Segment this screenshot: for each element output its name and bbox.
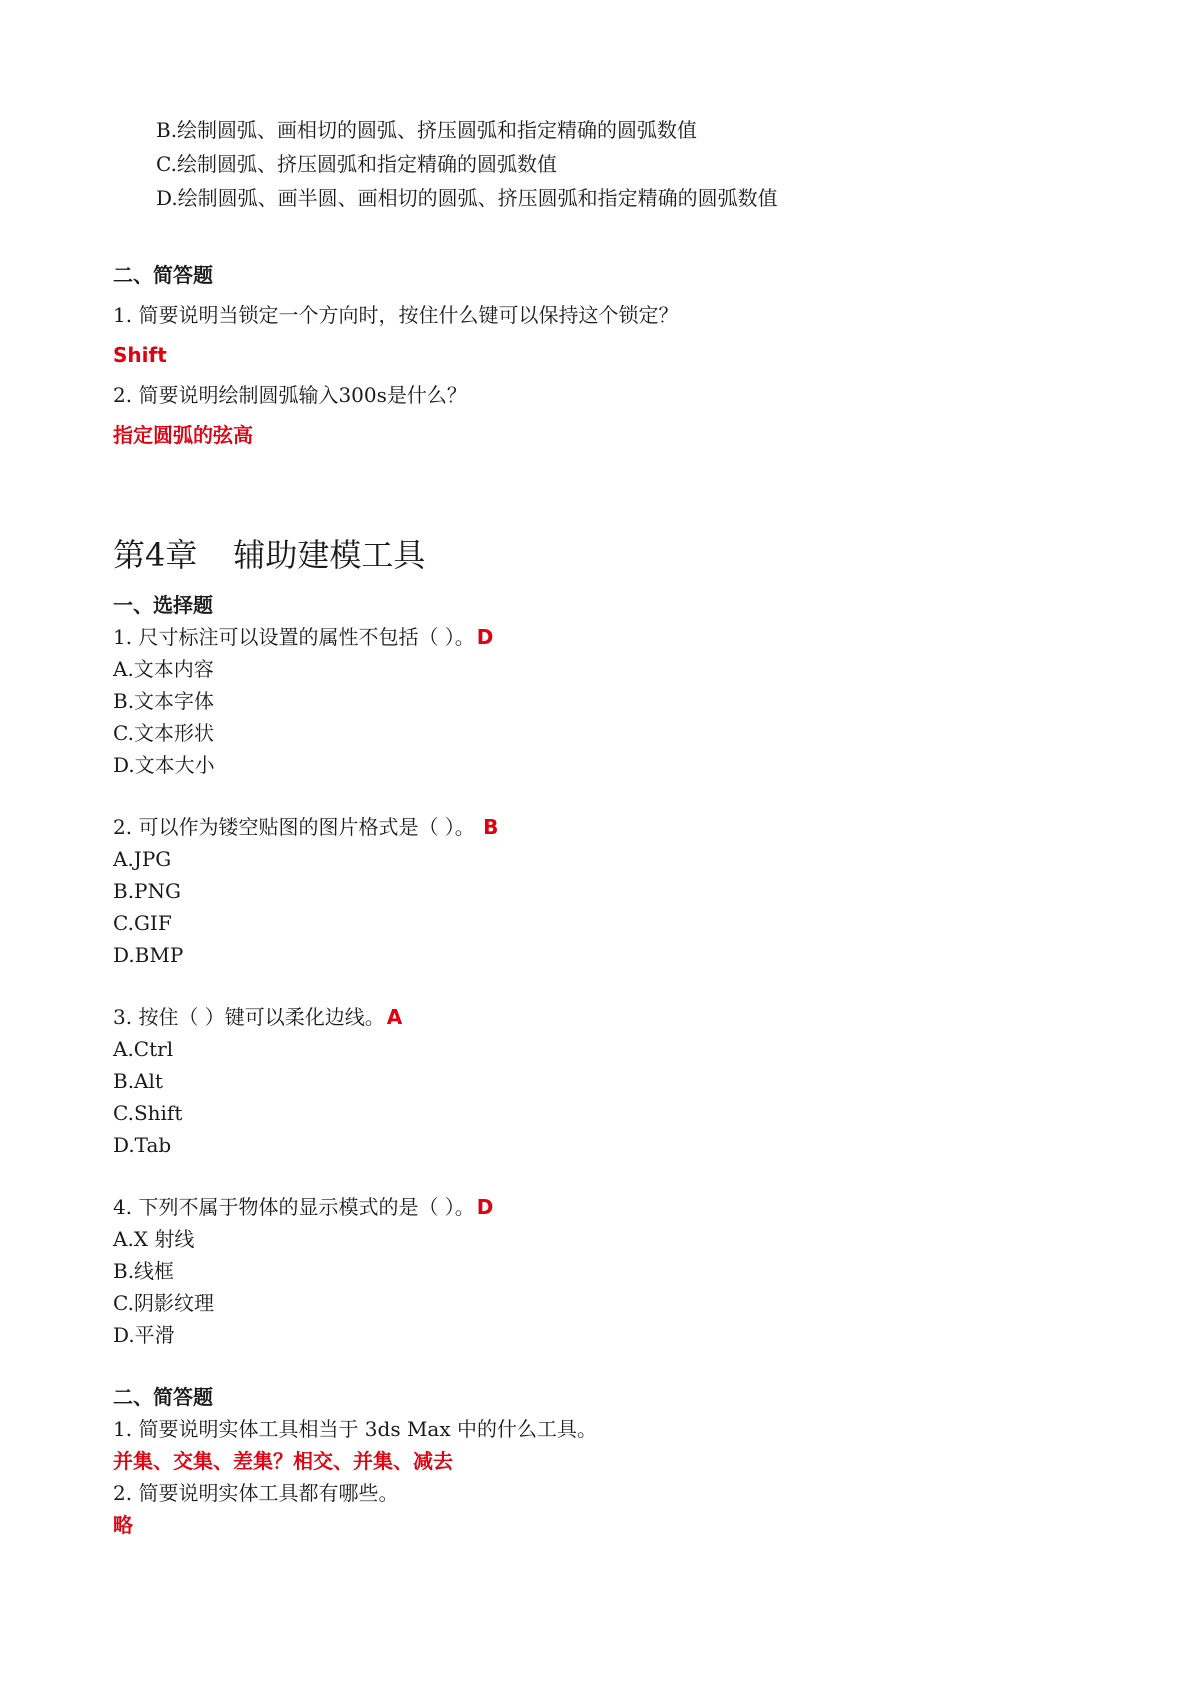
q2-option-a: A.JPG <box>113 847 172 871</box>
option-b-line: B.绘制圆弧、画相切的圆弧、挤压圆弧和指定精确的圆弧数值 <box>156 118 698 142</box>
chapter-title <box>113 535 425 575</box>
question-3-answer: A <box>386 1005 403 1029</box>
ch4-short-question-1: 1. 简要说明实体工具相当于 3ds Max 中的什么工具。 <box>113 1417 597 1441</box>
q4-option-c: C.阴影纹理 <box>113 1291 214 1315</box>
q4-option-b: B.线框 <box>113 1259 175 1283</box>
ch4-short-heading: 二、简答题 <box>113 1385 213 1409</box>
short-question-2: 2. 简要说明绘制圆弧输入300s是什么？ <box>113 383 467 407</box>
q1-option-b: B.文本字体 <box>113 689 215 713</box>
short-question-1: 1. 简要说明当锁定一个方向时，按住什么键可以保持这个锁定？ <box>113 303 679 327</box>
q2-option-c: C.GIF <box>113 911 172 935</box>
short-answer-heading: 二、简答题 <box>113 263 213 287</box>
q3-option-c: C.Shift <box>113 1101 183 1125</box>
ch4-short-answer-2: 略 <box>113 1513 133 1537</box>
short-answer-2: 指定圆弧的弦高 <box>113 423 253 447</box>
ch4-short-answer-1: 并集、交集、差集？相交、并集、减去 <box>113 1449 453 1473</box>
question-1-text: 1. 尺寸标注可以设置的属性不包括（ ）。 <box>113 625 475 649</box>
chapter-number: 第4章 <box>113 536 198 574</box>
chapter-name: 辅助建模工具 <box>233 536 426 574</box>
question-3 <box>113 1004 402 1030</box>
question-4-answer: D <box>476 1195 494 1219</box>
q4-option-a: A.X 射线 <box>113 1227 195 1251</box>
q1-option-c: C.文本形状 <box>113 721 214 745</box>
option-c-line: C.绘制圆弧、挤压圆弧和指定精确的圆弧数值 <box>156 152 557 176</box>
q4-option-d: D.平滑 <box>113 1323 175 1347</box>
question-4-text: 4. 下列不属于物体的显示模式的是（ ）。 <box>113 1195 475 1219</box>
q1-option-d: D.文本大小 <box>113 753 215 777</box>
short-answer-1: Shift <box>113 343 167 367</box>
q1-option-a: A.文本内容 <box>113 657 214 681</box>
q2-option-d: D.BMP <box>113 943 184 967</box>
question-3-text: 3. 按住（ ）键可以柔化边线。 <box>113 1005 385 1029</box>
question-4 <box>113 1194 493 1220</box>
question-2-text: 2. 可以作为镂空贴图的图片格式是（ ）。 <box>113 815 482 839</box>
question-1 <box>113 624 493 650</box>
q3-option-d: D.Tab <box>113 1133 172 1157</box>
question-2-answer: B <box>483 815 499 839</box>
q2-option-b: B.PNG <box>113 879 181 903</box>
q3-option-b: B.Alt <box>113 1069 163 1093</box>
question-1-answer: D <box>476 625 494 649</box>
ch4-short-question-2: 2. 简要说明实体工具都有哪些。 <box>113 1481 399 1505</box>
question-2 <box>113 814 498 840</box>
option-d-line: D.绘制圆弧、画半圆、画相切的圆弧、挤压圆弧和指定精确的圆弧数值 <box>156 186 778 210</box>
q3-option-a: A.Ctrl <box>113 1037 174 1061</box>
choice-heading: 一、选择题 <box>113 593 213 617</box>
